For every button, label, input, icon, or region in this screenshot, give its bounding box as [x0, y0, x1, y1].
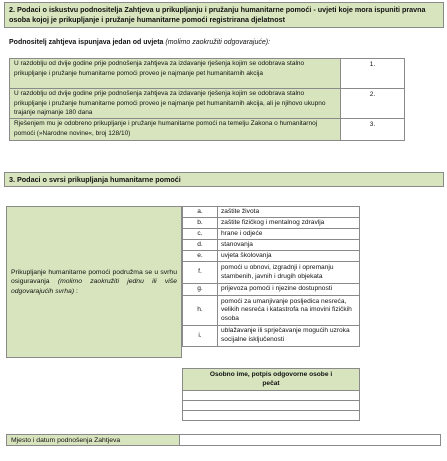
section-3-header: [4, 172, 444, 187]
section-2-title: 2. Podaci o iskustvu podnositelja Zahtjeva u prikupljanju i pružanju humanitarne pomoći - uvjeti koje mora ispuniti pravna osoba kojoj je prikupljanje i pružanje humanitarne pomoći registrirana djelatnost: [9, 5, 426, 24]
purpose-text: stanovanja: [218, 240, 360, 251]
table-row: [183, 369, 360, 391]
purpose-label: [7, 268, 181, 297]
table-row: [183, 218, 360, 229]
purposes-table: [182, 206, 360, 347]
table-row: [183, 251, 360, 262]
condition-number[interactable]: 1.: [341, 59, 405, 89]
signature-field[interactable]: [183, 391, 360, 401]
purpose-letter[interactable]: b.: [183, 218, 218, 229]
purpose-letter[interactable]: g.: [183, 284, 218, 296]
table-row: [183, 229, 360, 240]
section-3-title: 3. Podaci o svrsi prikupljanja humanitarne pomoći: [9, 175, 181, 184]
signature-field[interactable]: [183, 411, 360, 421]
purpose-letter[interactable]: d.: [183, 240, 218, 251]
purpose-text: pomoći za umanjivanje posljedica nesreća, velikih nesreća i katastrofa na imovini fizičkih osoba: [218, 296, 360, 326]
purpose-letter[interactable]: f.: [183, 262, 218, 284]
purpose-text: prijevoza pomoći i njezine dostupnosti: [218, 284, 360, 296]
conditions-intro: [9, 38, 429, 47]
purpose-label-tail: :: [74, 287, 78, 295]
table-row: [10, 119, 405, 141]
table-row: [183, 284, 360, 296]
place-date-label-box: [6, 434, 180, 446]
signature-header: Osobno ime, potpis odgovorne osobe i pečat: [183, 369, 360, 391]
purpose-letter[interactable]: h.: [183, 296, 218, 326]
purpose-label-note: (molimo zaokružiti jednu ili više odgovarajućih svrha): [11, 278, 177, 295]
purpose-text: uvjeta školovanja: [218, 251, 360, 262]
table-row: [10, 59, 405, 89]
condition-text: U razdoblju od dvije godine prije podnošenja zahtjeva za izdavanje rješenja kojim se odobrava stalno prikupljanje i pružanje humanitarne pomoći proveo je najmanje pet humanitarnih akcija: [10, 59, 341, 89]
table-row: [183, 240, 360, 251]
conditions-table: [9, 58, 405, 141]
table-row: [183, 326, 360, 347]
purpose-letter[interactable]: c.: [183, 229, 218, 240]
purpose-letter[interactable]: a.: [183, 207, 218, 218]
place-date-field[interactable]: [179, 434, 441, 446]
section-2-header: [4, 2, 444, 28]
signature-field[interactable]: [183, 401, 360, 411]
purpose-letter[interactable]: e.: [183, 251, 218, 262]
table-row: [10, 89, 405, 119]
conditions-intro-text: Podnositelj zahtjeva ispunjava jedan od uvjeta: [9, 39, 164, 46]
purpose-text: pomoći u obnovi, izgradnji i opremanju stambenih, javnih i drugih objekata: [218, 262, 360, 284]
purpose-text: zaštite fizičkog i mentalnog zdravlja: [218, 218, 360, 229]
table-row: [183, 207, 360, 218]
condition-number[interactable]: 2.: [341, 89, 405, 119]
conditions-intro-note: (molimo zaokružiti odgovarajuće):: [165, 39, 271, 46]
condition-number[interactable]: 3.: [341, 119, 405, 141]
place-date-label: Mjesto i datum podnošenja Zahtjeva: [11, 437, 121, 444]
purpose-text: ublažavanje ili sprječavanje mogućih uzroka socijalne isključenosti: [218, 326, 360, 347]
table-row: [183, 296, 360, 326]
purpose-label-box: [6, 206, 182, 358]
purpose-text: zaštite života: [218, 207, 360, 218]
purpose-letter[interactable]: i.: [183, 326, 218, 347]
purpose-text: hrane i odjeće: [218, 229, 360, 240]
purpose-label-main: Prikupljanje humanitarne pomoći podružma se u svrhu osiguravanja: [11, 268, 177, 286]
table-row: [183, 262, 360, 284]
condition-text: Rješenjem mu je odobreno prikupljanje i pružanje humanitarne pomoći na temelju Zakona o humanitarnoj pomoći (»Narodne novine«, broj 128/10): [10, 119, 341, 141]
condition-text: U razdoblju od dvije godine prije podnošenja zahtjeva za izdavanje rješenja kojim se odobrava stalno prikupljanje i pružanje humanitarne pomoći proveo je najmanje pet humanitarnih akcija, ali je njihovo ukupno trajanje najmanje 180 dana: [10, 89, 341, 119]
signature-table: [182, 368, 360, 421]
